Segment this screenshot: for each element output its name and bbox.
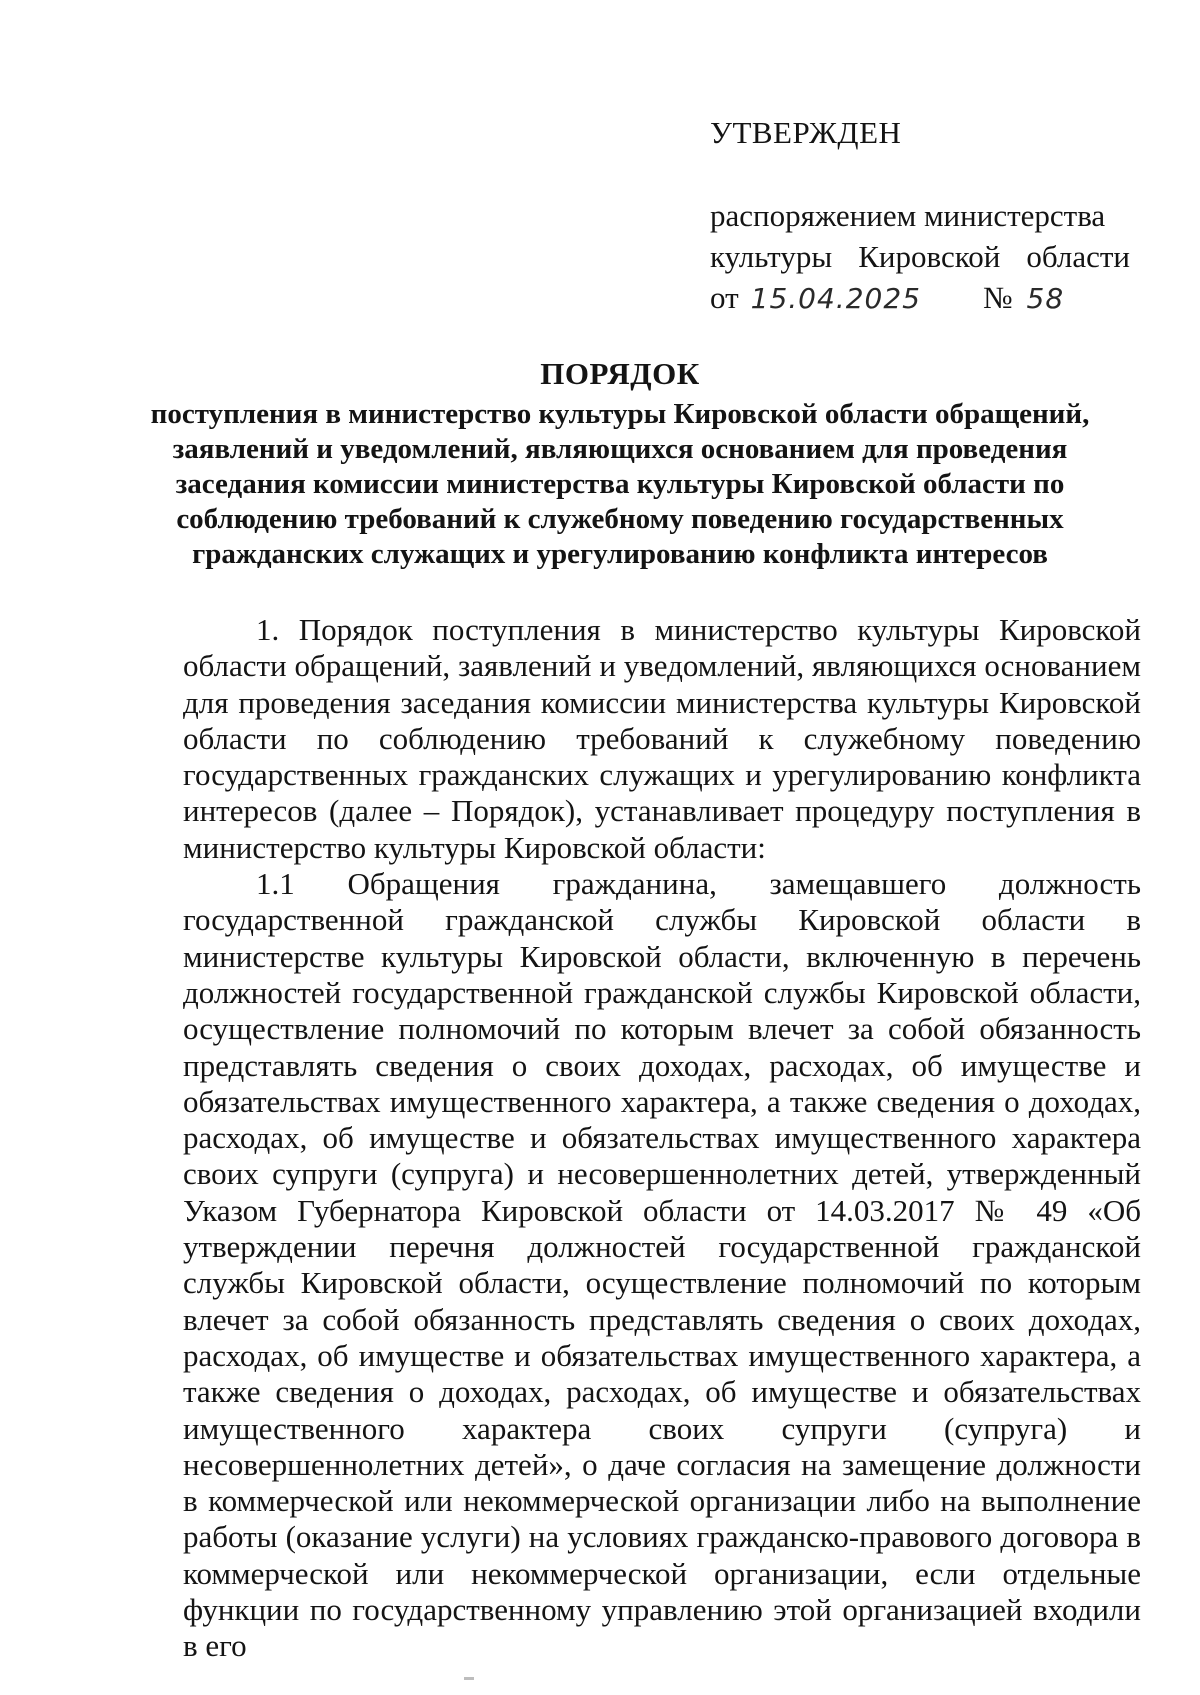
number-label: № <box>982 280 1013 315</box>
document-title-block <box>150 355 1090 572</box>
approved-heading: УТВЕРЖДЕН <box>710 115 902 150</box>
handwritten-number: 58 <box>1026 282 1065 315</box>
document-subtitle: поступления в министерство культуры Кировской области обращений, заявлений и уведомлений, являющихся основанием для проведения заседания комиссии министерства культуры Кировской области по соблюдению требований к служебному поведению государственных гражданских служащих и урегулированию конфликта интересов <box>150 398 1090 570</box>
document-body <box>183 612 1141 1665</box>
scan-mark <box>464 1677 474 1680</box>
paragraph-1-1: 1.1 Обращения гражданина, замещавшего должность государственной гражданской службы Кировской области в министерстве культуры Кировской области, включенную в перечень должностей государственной гражданской службы Кировской области, осуществление полномочий по которым влечет за собой обязанность представлять сведения о своих доходах, расходах, об имуществе и обязательствах имущественного характера, а также сведения о доходах, расходах, об имуществе и обязательствах имущественного характера своих супруги (супруга) и несовершеннолетних детей, утвержденный Указом Губернатора Кировской области от 14.03.2017 № 49 «Об утверждении перечня должностей государственной гражданской службы Кировской области, осуществление полномочий по которым влечет за собой обязанность представлять сведения о своих доходах, расходах, об имуществе и обязательствах имущественного характера, а также сведения о доходах, расходах, об имуществе и обязательствах имущественного характера своих супруги (супруга) и несовершеннолетних детей», о даче согласия на замещение должности в коммерческой или некоммерческой организации либо на выполнение работы (оказание услуги) на условиях гражданско-правового договора в коммерческой или некоммерческой организации, если отдельные функции по государственному управлению этой организацией входили в его <box>183 866 1141 1664</box>
approval-line-1: распоряжением министерства <box>710 198 1106 233</box>
approval-stamp-block <box>710 112 1130 319</box>
date-label: от <box>710 280 739 315</box>
document-title: ПОРЯДОК <box>540 356 700 391</box>
handwritten-date: 15.04.2025 <box>750 282 921 315</box>
approval-date-line <box>710 277 1130 319</box>
paragraph-1: 1. Порядок поступления в министерство культуры Кировской области обращений, заявлений и уведомлений, являющихся основанием для проведения заседания комиссии министерства культуры Кировской области по соблюдению требований к служебному поведению государственных гражданских служащих и урегулированию конфликта интересов (далее – Порядок), устанавливает процедуру поступления в министерство культуры Кировской области: <box>183 612 1141 865</box>
approval-line-2: культуры Кировской области <box>710 239 1130 274</box>
